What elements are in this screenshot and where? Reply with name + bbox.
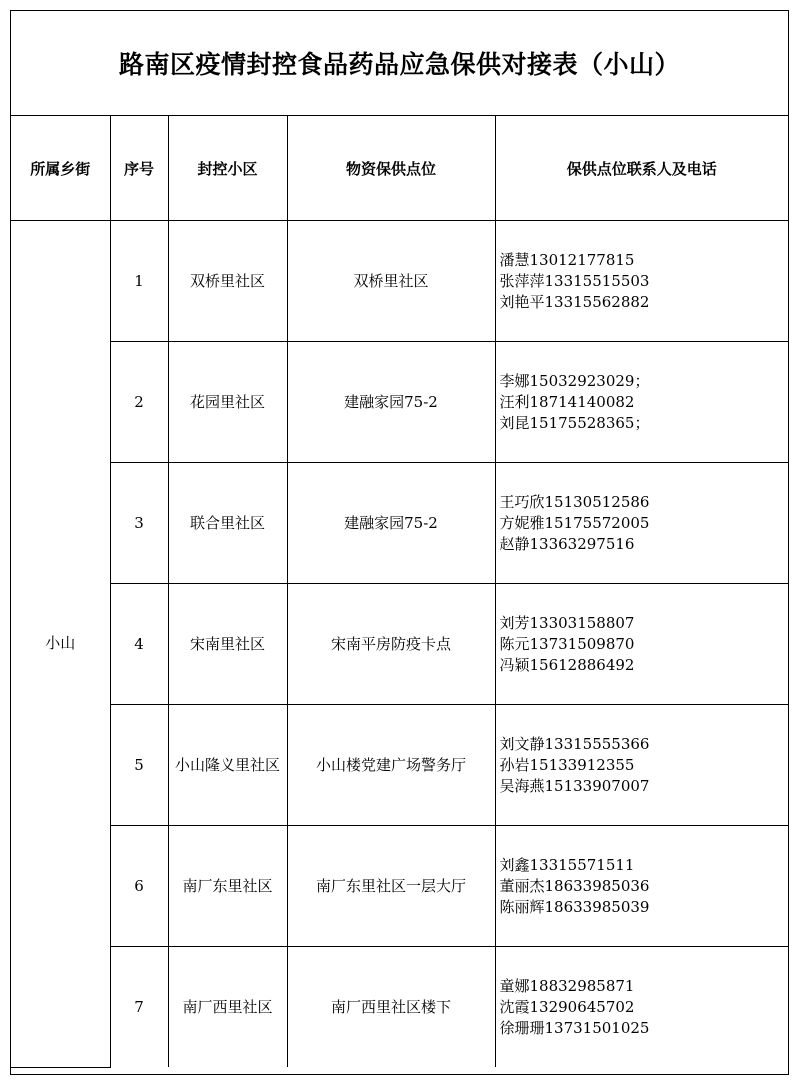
supply-point: 双桥里社区 bbox=[287, 221, 495, 342]
supply-table-sheet bbox=[10, 10, 789, 1075]
supply-point: 南厂东里社区一层大厅 bbox=[287, 826, 495, 947]
row-number: 3 bbox=[110, 463, 168, 584]
contacts-cell bbox=[495, 463, 788, 584]
contact-entry: 张萍萍13315515503 bbox=[499, 271, 650, 290]
contact-entry: 赵静13363297516 bbox=[499, 534, 635, 553]
contacts-cell bbox=[495, 705, 788, 826]
contact-entry: 刘芳13303158807 bbox=[499, 613, 635, 632]
contact-entry: 沈霞13290645702 bbox=[499, 997, 635, 1016]
supply-point: 南厂西里社区楼下 bbox=[287, 947, 495, 1068]
header-contacts: 保供点位联系人及电话 bbox=[495, 116, 788, 221]
row-number: 5 bbox=[110, 705, 168, 826]
table-row bbox=[11, 342, 788, 463]
contacts-cell bbox=[495, 221, 788, 342]
row-number: 7 bbox=[110, 947, 168, 1068]
contact-entry: 陈元13731509870 bbox=[499, 634, 635, 653]
contact-entry: 刘艳平13315562882 bbox=[499, 292, 650, 311]
row-number: 6 bbox=[110, 826, 168, 947]
table-row bbox=[11, 826, 788, 947]
title-band bbox=[11, 11, 788, 116]
supply-point: 宋南平房防疫卡点 bbox=[287, 584, 495, 705]
row-number: 1 bbox=[110, 221, 168, 342]
contact-entry: 冯颖15612886492 bbox=[499, 655, 635, 674]
contact-entry: 董丽杰18633985036 bbox=[499, 876, 650, 895]
community-name: 联合里社区 bbox=[168, 463, 287, 584]
contact-entry: 徐珊珊13731501025 bbox=[499, 1018, 650, 1037]
contact-entry: 刘昆15175528365； bbox=[499, 413, 650, 432]
contacts-cell bbox=[495, 947, 788, 1068]
contact-entry: 潘慧13012177815 bbox=[499, 250, 635, 269]
contact-entry: 刘鑫13315571511 bbox=[499, 855, 635, 874]
contact-entry: 陈丽辉18633985039 bbox=[499, 897, 650, 916]
contacts-cell bbox=[495, 342, 788, 463]
community-name: 小山隆义里社区 bbox=[168, 705, 287, 826]
header-town: 所属乡街 bbox=[11, 116, 110, 221]
header-supply-point: 物资保供点位 bbox=[287, 116, 495, 221]
contact-entry: 汪利18714140082 bbox=[499, 392, 635, 411]
contact-entry: 童娜18832985871 bbox=[499, 976, 635, 995]
table-row bbox=[11, 705, 788, 826]
community-name: 花园里社区 bbox=[168, 342, 287, 463]
supply-table bbox=[11, 116, 788, 1068]
header-row bbox=[11, 116, 788, 221]
community-name: 南厂东里社区 bbox=[168, 826, 287, 947]
contacts-cell bbox=[495, 826, 788, 947]
supply-point: 建融家园75-2 bbox=[287, 342, 495, 463]
table-row bbox=[11, 584, 788, 705]
header-number: 序号 bbox=[110, 116, 168, 221]
row-number: 4 bbox=[110, 584, 168, 705]
header-community: 封控小区 bbox=[168, 116, 287, 221]
community-name: 南厂西里社区 bbox=[168, 947, 287, 1068]
table-row bbox=[11, 947, 788, 1068]
community-name: 双桥里社区 bbox=[168, 221, 287, 342]
town-cell: 小山 bbox=[11, 221, 110, 1068]
contact-entry: 方妮雅15175572005 bbox=[499, 513, 650, 532]
contact-entry: 李娜15032923029； bbox=[499, 371, 650, 390]
supply-point: 小山楼党建广场警务厅 bbox=[287, 705, 495, 826]
table-row bbox=[11, 221, 788, 342]
contact-entry: 孙岩15133912355 bbox=[499, 755, 635, 774]
contact-entry: 吴海燕15133907007 bbox=[499, 776, 650, 795]
table-row bbox=[11, 463, 788, 584]
row-number: 2 bbox=[110, 342, 168, 463]
page-title: 路南区疫情封控食品药品应急保供对接表（小山） bbox=[118, 50, 680, 79]
contact-entry: 王巧欣15130512586 bbox=[499, 492, 650, 511]
contacts-cell bbox=[495, 584, 788, 705]
contact-entry: 刘文静13315555366 bbox=[499, 734, 650, 753]
community-name: 宋南里社区 bbox=[168, 584, 287, 705]
supply-point: 建融家园75-2 bbox=[287, 463, 495, 584]
